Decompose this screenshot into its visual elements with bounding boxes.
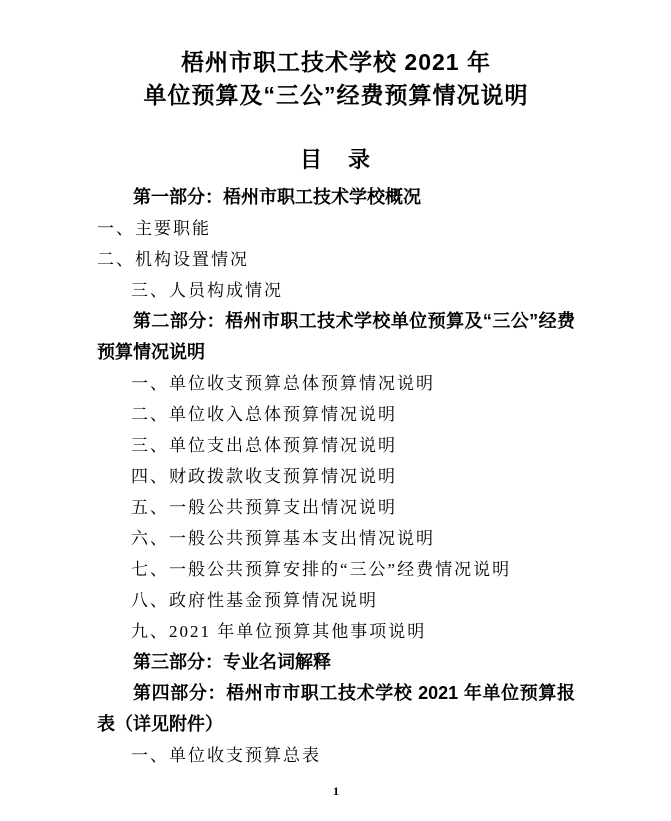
document-title-line2: 单位预算及“三公”经费预算情况说明 (143, 82, 529, 108)
toc-part3-heading: 第三部分：专业名词解释 (133, 652, 331, 672)
toc-part2-item-5: 五、一般公共预算支出情况说明 (131, 498, 397, 517)
toc-part2-heading: 第二部分：梧州市职工技术学校单位预算及“三公”经费预算情况说明 (97, 311, 575, 362)
document-title-line1: 梧州市职工技术学校 2021 年 (181, 49, 491, 75)
toc-part4-item-1: 一、单位收支预算总表 (131, 746, 321, 765)
toc-part2-item-7: 七、一般公共预算安排的“三公”经费情况说明 (131, 560, 512, 579)
toc-part1-heading: 第一部分：梧州市职工技术学校概况 (133, 187, 421, 207)
toc-part2-item-6: 六、一般公共预算基本支出情况说明 (131, 529, 435, 548)
toc-title: 目 录 (299, 147, 372, 172)
table-of-contents (97, 182, 575, 771)
toc-part2-item-9: 九、2021 年单位预算其他事项说明 (131, 622, 427, 641)
toc-part2-item-3: 三、单位支出总体预算情况说明 (131, 436, 397, 455)
toc-part2-item-8: 八、政府性基金预算情况说明 (131, 591, 378, 610)
page-number: 1 (333, 784, 339, 798)
toc-part4-heading: 第四部分：梧州市市职工技术学校 2021 年单位预算报表（详见附件） (97, 683, 575, 734)
toc-part2-item-4: 四、财政拨款收支预算情况说明 (131, 467, 397, 486)
toc-part1-item-3: 三、人员构成情况 (131, 281, 283, 300)
toc-part2-item-2: 二、单位收入总体预算情况说明 (131, 405, 397, 424)
toc-part1-item-2: 二、机构设置情况 (97, 250, 249, 269)
toc-part1-item-1: 一、主要职能 (97, 219, 211, 238)
toc-part2-item-1: 一、单位收支预算总体预算情况说明 (131, 374, 435, 393)
